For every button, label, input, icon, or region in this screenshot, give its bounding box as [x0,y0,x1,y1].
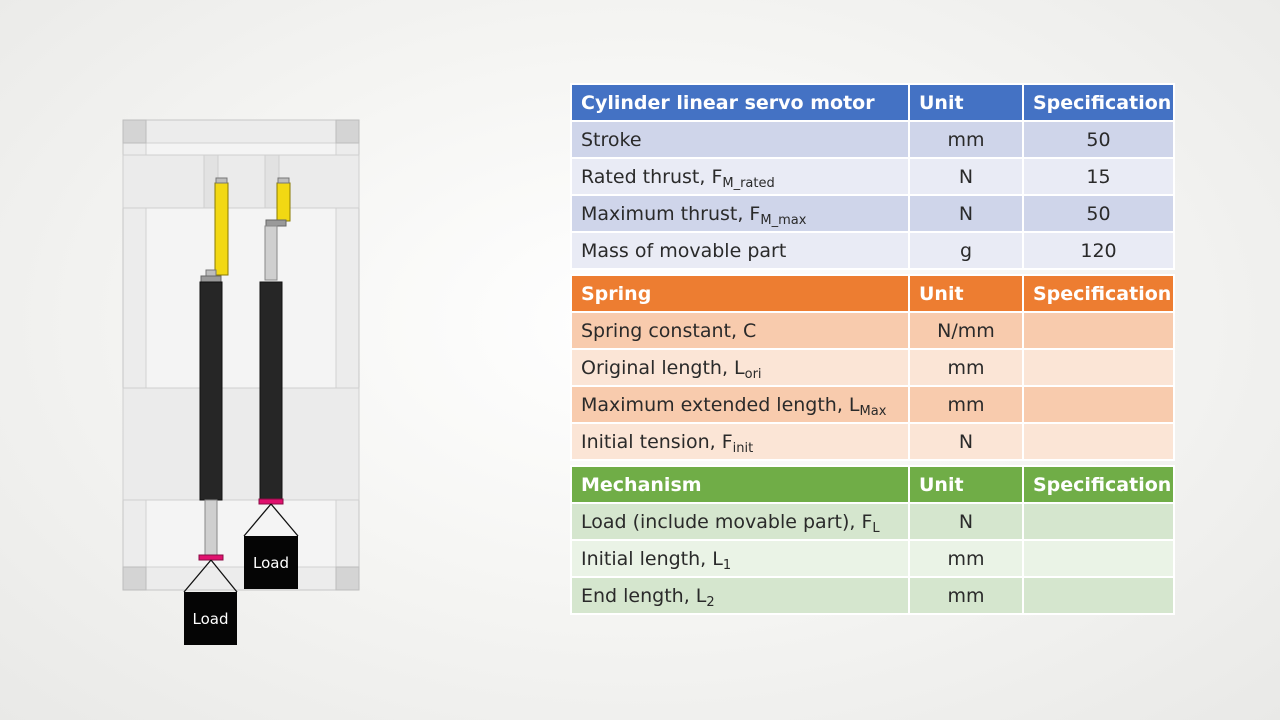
spec-cell: 50 [1023,121,1174,158]
spec-cell [1023,540,1174,577]
spec-cell [1023,423,1174,460]
header-unit: Unit [909,466,1023,503]
param-cell: Original length, $L_{ori}$ [571,349,909,386]
unit-cell: g [909,232,1023,269]
header-spec: Specification [1023,275,1174,312]
spec-cell [1023,503,1174,540]
unit-cell: mm [909,540,1023,577]
table-row [571,195,1174,232]
spring-table-header [571,275,1174,312]
header-unit: Unit [909,84,1023,121]
param-cell: End length, $L_2$ [571,577,909,614]
unit-cell: N [909,423,1023,460]
param-cell: Rated thrust, $F_{M\_rated}$ [571,158,909,195]
param-cell: Spring constant, C [571,312,909,349]
table-row [571,423,1174,460]
table-row [571,121,1174,158]
table-row [571,386,1174,423]
spec-tables [570,83,1173,615]
table-row [571,577,1174,614]
header-unit: Unit [909,275,1023,312]
motor-spec-table [570,83,1175,270]
unit-cell: mm [909,349,1023,386]
spec-cell: 120 [1023,232,1174,269]
unit-cell: mm [909,386,1023,423]
spec-cell [1023,349,1174,386]
header-spec: Specification [1023,466,1174,503]
load-label-right: Load [253,554,289,572]
spec-cell [1023,386,1174,423]
motor-table-header [571,84,1174,121]
motor-spring-diagram [0,0,560,720]
unit-cell: N [909,503,1023,540]
unit-cell: N/mm [909,312,1023,349]
spring-spec-table [570,274,1175,461]
table-row [571,232,1174,269]
frame [123,120,359,590]
spec-cell: 50 [1023,195,1174,232]
unit-cell: N [909,195,1023,232]
mechanism-table-header [571,466,1174,503]
load-label-left: Load [192,610,229,628]
unit-cell: mm [909,577,1023,614]
param-cell: Maximum thrust, $F_{M\_max}$ [571,195,909,232]
table-row [571,349,1174,386]
header-spec: Specification [1023,84,1174,121]
param-cell: Stroke [571,121,909,158]
spec-cell [1023,577,1174,614]
header-param: Cylinder linear servo motor [571,84,909,121]
param-cell: Initial length, $L_1$ [571,540,909,577]
param-cell: Maximum extended length, $L_{Max}$ [571,386,909,423]
spec-cell: 15 [1023,158,1174,195]
table-row [571,158,1174,195]
header-param: Spring [571,275,909,312]
spec-cell [1023,312,1174,349]
param-cell: Mass of movable part [571,232,909,269]
table-row [571,503,1174,540]
table-row [571,540,1174,577]
mechanism-spec-table [570,465,1175,615]
table-row [571,312,1174,349]
unit-cell: mm [909,121,1023,158]
param-cell: Initial tension, $F_{init}$ [571,423,909,460]
unit-cell: N [909,158,1023,195]
param-cell: Load (include movable part), $F_L$ [571,503,909,540]
header-param: Mechanism [571,466,909,503]
